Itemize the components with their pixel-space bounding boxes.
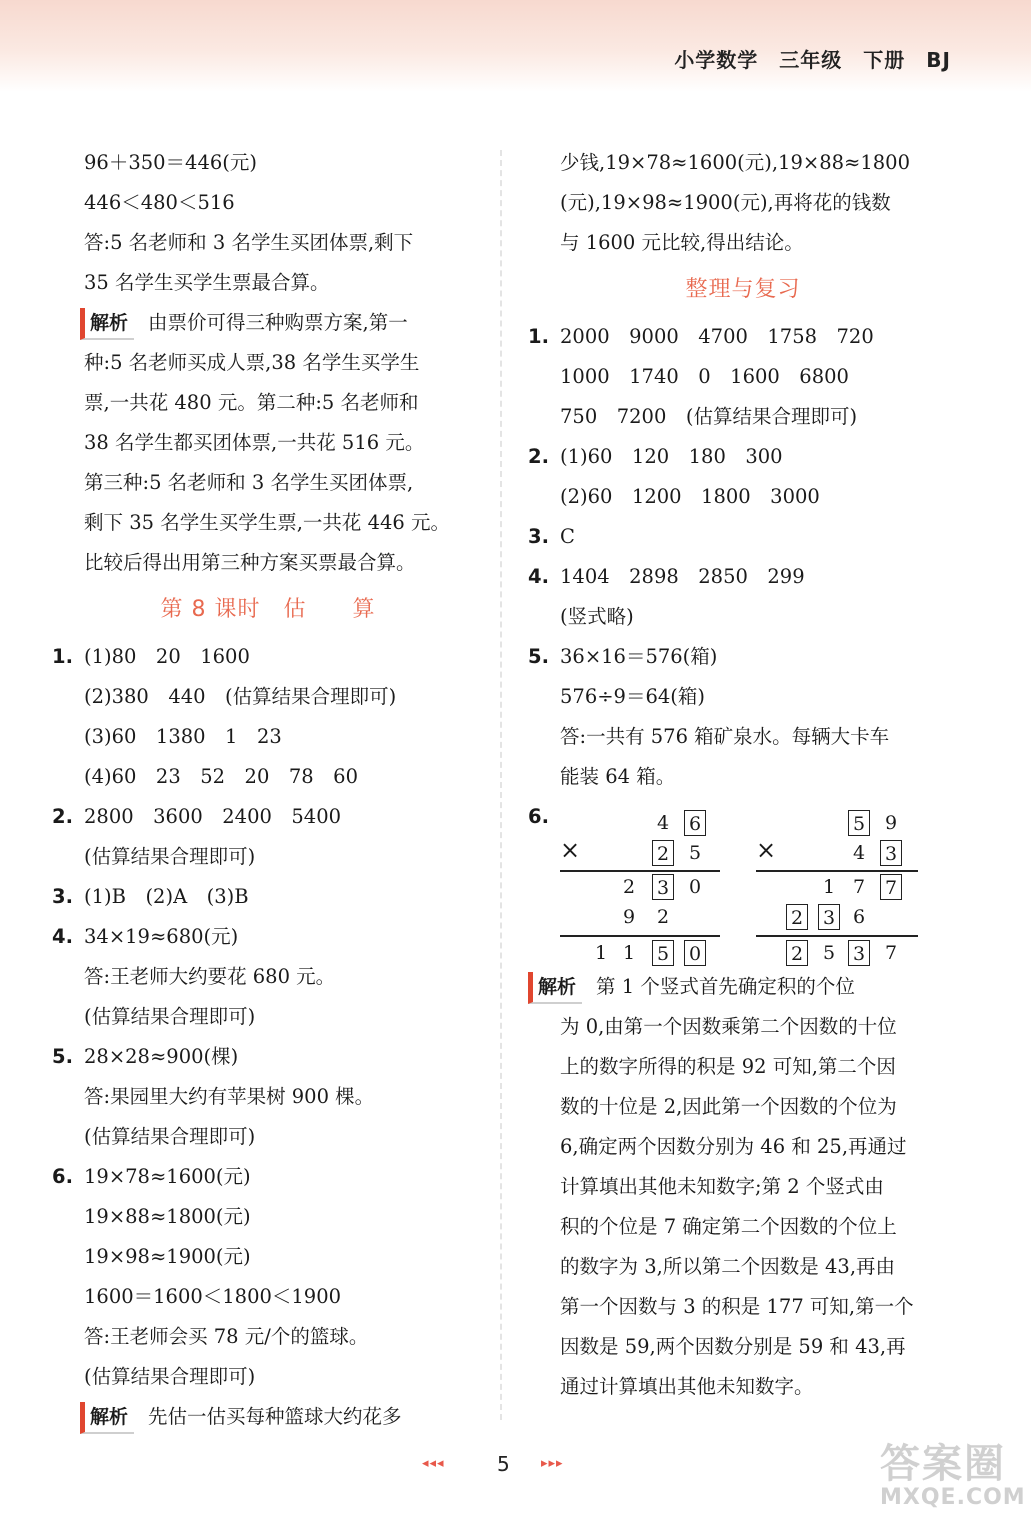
digit: 9 (622, 906, 636, 928)
section-title-estimate: 第 8 课时 估 算 (160, 597, 376, 622)
analysis-first-line (52, 1397, 484, 1437)
estimate-item (52, 797, 484, 877)
analysis-first-line (52, 303, 484, 343)
digit: 1 (594, 942, 608, 964)
item-text: (2)380 440 (估算结果合理即可) (84, 685, 397, 708)
page-number: 5 (497, 1452, 510, 1476)
analysis-text: 票,一共花 480 元。第二种:5 名老师和 (84, 391, 419, 414)
item-number: 2. (528, 445, 549, 468)
analysis-text: 为 0,由第一个因数乘第二个因数的十位 (560, 1015, 897, 1038)
digit: 4 (656, 812, 670, 834)
answer-box: 2 (786, 940, 808, 966)
analysis-text: 比较后得出用第三种方案买票最合算。 (84, 551, 416, 574)
item-number: 6. (52, 1165, 73, 1188)
analysis-text: 第三种:5 名老师和 3 名学生买团体票, (84, 471, 414, 494)
answer-box: 3 (880, 840, 902, 866)
item-number: 5. (52, 1045, 73, 1068)
analysis-tag: 解析 (528, 972, 582, 1004)
item-text: 1404 2898 2850 299 (560, 565, 805, 588)
item-text: (2)60 1200 1800 3000 (560, 485, 820, 508)
analysis-text: 的数字为 3,所以第二个因数是 43,再由 (560, 1255, 896, 1278)
analysis-tag: 解析 (80, 1402, 134, 1434)
item-text: (1)B (2)A (3)B (84, 885, 249, 908)
calc-line (560, 935, 720, 937)
digit: 2 (656, 906, 670, 928)
analysis-text: 6,确定两个因数分别为 46 和 25,再通过 (560, 1135, 907, 1158)
digit: 5 (822, 942, 836, 964)
item-text: (估算结果合理即可) (84, 1125, 256, 1148)
analysis-text: (元),19×98≈1900(元),再将花的钱数 (560, 191, 891, 214)
item-text: 答:王老师会买 78 元/个的篮球。 (84, 1325, 369, 1348)
digit: 4 (852, 842, 866, 864)
answer-box: 2 (786, 904, 808, 930)
review-item (528, 317, 958, 437)
analysis-text: 少钱,19×78≈1600(元),19×88≈1800 (560, 151, 910, 174)
calc-line (560, 870, 720, 872)
review-item (528, 557, 958, 637)
answer-box: 3 (652, 874, 674, 900)
analysis-text: 38 名学生都买团体票,一共花 516 元。 (84, 431, 425, 454)
item-number: 5. (528, 645, 549, 668)
digit: 7 (852, 876, 866, 898)
text-line: 35 名学生买学生票最合算。 (84, 271, 330, 294)
item-text: 19×78≈1600(元) (84, 1165, 251, 1188)
estimate-item (52, 917, 484, 1037)
review-item (528, 517, 958, 557)
item-number: 4. (528, 565, 549, 588)
item-text: 36×16＝576(箱) (560, 645, 718, 668)
analysis-text: 数的十位是 2,因此第一个因数的个位为 (560, 1095, 897, 1118)
watermark-logo (880, 1432, 1026, 1532)
calc-line (756, 935, 918, 937)
item-number: 3. (52, 885, 73, 908)
digit: 7 (884, 942, 898, 964)
multiply-sign: × (756, 836, 777, 864)
item-text: (估算结果合理即可) (84, 1005, 256, 1028)
item-text: (1)60 120 180 300 (560, 445, 783, 468)
text-line: 答:5 名老师和 3 名学生买团体票,剩下 (84, 231, 414, 254)
text-line: 446＜480＜516 (84, 191, 235, 214)
digit: 0 (688, 876, 702, 898)
item-number: 6. (528, 805, 549, 828)
left-column (52, 143, 484, 1437)
item-text: 28×28≈900(棵) (84, 1045, 239, 1068)
item-number: 4. (52, 925, 73, 948)
item-text: 答:王老师大约要花 680 元。 (84, 965, 336, 988)
vertical-multiplication (560, 808, 960, 978)
estimate-item (52, 877, 484, 917)
analysis-text: 先估一估买每种篮球大约花多 (148, 1405, 402, 1428)
estimate-item (52, 1037, 484, 1157)
item-text: (估算结果合理即可) (84, 1365, 256, 1388)
item-text: 2800 3600 2400 5400 (84, 805, 342, 828)
watermark-text: 答案圈 (880, 1441, 1006, 1487)
item-number: 3. (528, 525, 549, 548)
analysis-text: 通过计算填出其他未知数字。 (560, 1375, 814, 1398)
digit: 6 (852, 906, 866, 928)
review-item (528, 637, 958, 797)
digit: 1 (822, 876, 836, 898)
digit: 9 (884, 812, 898, 834)
book-title: 小学数学 三年级 下册 BJ (674, 48, 951, 72)
item-text: 750 7200 (估算结果合理即可) (560, 405, 858, 428)
item-text: C (560, 525, 575, 548)
analysis-text: 积的个位是 7 确定第二个因数的个位上 (560, 1215, 897, 1238)
analysis-text: 上的数字所得的积是 92 可知,第二个因 (560, 1055, 896, 1078)
section-title-review: 整理与复习 (685, 277, 801, 302)
item-text: (3)60 1380 1 23 (84, 725, 282, 748)
item-text: (4)60 23 52 20 78 60 (84, 765, 358, 788)
analysis-text: 因数是 59,两个因数分别是 59 和 43,再 (560, 1335, 906, 1358)
estimate-item (52, 1157, 484, 1397)
item-text: (竖式略) (560, 605, 634, 628)
analysis-text: 与 1600 元比较,得出结论。 (560, 231, 804, 254)
answer-box: 0 (684, 940, 706, 966)
review-item (528, 437, 958, 517)
item-text: (1)80 20 1600 (84, 645, 250, 668)
analysis-text: 计算填出其他未知数字;第 2 个竖式由 (560, 1175, 884, 1198)
digit: 2 (622, 876, 636, 898)
calc-line (756, 870, 918, 872)
analysis-text: 第一个因数与 3 的积是 177 可知,第一个 (560, 1295, 914, 1318)
estimate-item (52, 637, 484, 797)
prev-arrows-icon: ◂◂◂ (422, 1456, 445, 1471)
item-text: 1000 1740 0 1600 6800 (560, 365, 849, 388)
item-text: 答:一共有 576 箱矿泉水。每辆大卡车 (560, 725, 890, 748)
analysis-text: 剩下 35 名学生买学生票,一共花 446 元。 (84, 511, 451, 534)
text-line: 96＋350＝446(元) (84, 151, 257, 174)
item-text: 2000 9000 4700 1758 720 (560, 325, 874, 348)
item-number: 1. (528, 325, 549, 348)
item-number: 2. (52, 805, 73, 828)
watermark-url: MXQE.COM (880, 1485, 1026, 1510)
item-text: (估算结果合理即可) (84, 845, 256, 868)
right-column (528, 143, 958, 1407)
digit: 1 (622, 942, 636, 964)
item-number: 1. (52, 645, 73, 668)
item-text: 能装 64 箱。 (560, 765, 676, 788)
item-text: 1600＝1600＜1800＜1900 (84, 1285, 342, 1308)
multiply-sign: × (560, 836, 581, 864)
analysis-text: 由票价可得三种购票方案,第一 (148, 311, 408, 334)
answer-box: 3 (818, 904, 840, 930)
analysis-text: 第 1 个竖式首先确定积的个位 (596, 975, 855, 998)
answer-box: 2 (652, 840, 674, 866)
analysis-tag: 解析 (80, 308, 134, 340)
answer-box: 3 (848, 940, 870, 966)
analysis-text: 种:5 名老师买成人票,38 名学生买学生 (84, 351, 420, 374)
column-divider (500, 150, 502, 1420)
item-text: 答:果园里大约有苹果树 900 棵。 (84, 1085, 375, 1108)
answer-box: 6 (684, 810, 706, 836)
answer-box: 5 (652, 940, 674, 966)
item-text: 19×88≈1800(元) (84, 1205, 251, 1228)
digit: 5 (688, 842, 702, 864)
next-arrows-icon: ▸▸▸ (541, 1456, 564, 1471)
item-text: 576÷9＝64(箱) (560, 685, 705, 708)
item-text: 19×98≈1900(元) (84, 1245, 251, 1268)
answer-box: 5 (848, 810, 870, 836)
item-text: 34×19≈680(元) (84, 925, 239, 948)
answer-box: 7 (880, 874, 902, 900)
